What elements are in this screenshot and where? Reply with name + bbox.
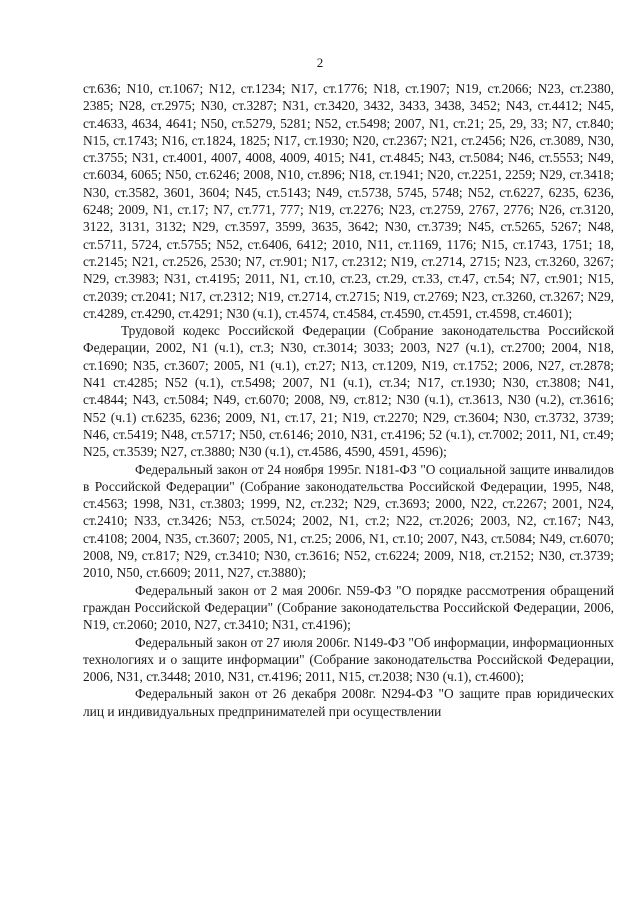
- paragraph-law-149: Федеральный закон от 27 июля 2006г. N149-ФЗ "Об информации, информационных технологиях и о защите информации" (Собрание законодательства Российской Федерации, 2006, N31, ст.3448; 2010, N31, ст.4196; 2011, N15, ст.2038; N30 (ч.1), ст.4600);: [83, 634, 614, 685]
- paragraph-law-59: Федеральный закон от 2 мая 2006г. N59-ФЗ "О порядке рассмотрения обращений граждан Российской Федерации" (Собрание законодательства Российской Федерации, 2006, N19, ст.2060; 2010, N27, ст.3410; N31, ст.4196);: [83, 582, 614, 633]
- paragraph-law-181: Федеральный закон от 24 ноября 1995г. N181-ФЗ "О социальной защите инвалидов в Российской Федерации" (Собрание законодательства Российской Федерации, 1995, N48, ст.4563; 1998, N31, ст.3803; 1999, N2, ст.232; N29, ст.3693; 2000, N22, ст.2267; 2001, N24, ст.2410; N33, ст.3426; N53, ст.5024; 2002, N1, ст.2; N22, ст.2026; 2003, N2, ст.167; N43, ст.4108; 2004, N35, ст.3607; 2005, N1, ст.25; 2006, N1, ст.10; 2007, N43, ст.5084; N49, ст.6070; 2008, N9, ст.817; N29, ст.3410; N30, ст.3616; N52, ст.6224; 2009, N18, ст.2152; N30, ст.3739; 2010, N50, ст.6609; 2011, N27, ст.3880);: [83, 461, 614, 581]
- document-body: [83, 80, 614, 720]
- paragraph-labor-code: Трудовой кодекс Российской Федерации (Собрание законодательства Российской Федерации, 2002, N1 (ч.1), ст.3; N30, ст.3014; 3033; 2003, N27 (ч.1), ст.2700; 2004, N18, ст.1690; N35, ст.3607; 2005, N1 (ч.1), ст.27; N13, ст.1209, N19, ст.1752; 2006, N27, ст.2878; N41 ст.4285; N52 (ч.1), ст.5498; 2007, N1 (ч.1), ст.34; N17, ст.1930; N30, ст.3808; N41, ст.4844; N43, ст.5084; N49, ст.6070; 2008, N9, ст.812; N30 (ч.1), ст.3613, N30 (ч.2), ст.3616; N52 (ч.1) ст.6235, 6236; 2009, N1, ст.17, 21; N19, ст.2270; N29, ст.3604; N30, ст.3732, 3739; N46, ст.5419; N48, ст.5717; N50, ст.6146; 2010, N31, ст.4196; 52 (ч.1), ст.7002; 2011, N1, ст.49; N25, ст.3539; N27, ст.3880; N30 (ч.1), ст.4586, 4590, 4591, 4596);: [83, 323, 614, 460]
- paragraph-law-294: Федеральный закон от 26 декабря 2008г. N294-ФЗ "О защите прав юридических лиц и индивидуальных предпринимателей при осуществлении: [83, 686, 614, 719]
- page-number: 2: [316, 55, 324, 70]
- paragraph-continuation: ст.636; N10, ст.1067; N12, ст.1234; N17, ст.1776; N18, ст.1907; N19, ст.2066; N23, ст.2380, 2385; N28, ст.2975; N30, ст.3287; N31, ст.3420, 3432, 3433, 3438, 3452; N43, ст.4412; N45, ст.4633, 4634, 4641; N50, ст.5279, 5281; N52, ст.5498; 2007, N1, ст.21; 25, 29, 33; N7, ст.840; N15, ст.1743; N16, ст.1824, 1825; N17, ст.1930; N20, ст.2367; N21, ст.2456; N26, ст.3089, N30, ст.3755; N31, ст.4001, 4007, 4008, 4009, 4015; N41, ст.4845; N43, ст.5084; N46, ст.5553; N49, ст.6034, 6065; N50, ст.6246; 2008, N10, ст.896; N18, ст.1941; N20, ст.2251, 2259; N29, ст.3418; N30, ст.3582, 3601, 3604; N45, ст.5143; N49, ст.5738, 5745, 5748; N52, ст.6227, 6235, 6236, 6248; 2009, N1, ст.17; N7, ст.771, 777; N19, ст.2276; N23, ст.2759, 2767, 2776; N26, ст.3120, 3122, 3131, 3132; N29, ст.3597, 3599, 3635, 3642; N30, ст.3739; N45, ст.5265, 5267; N48, ст.5711, 5724, ст.5755; N52, ст.6406, 6412; 2010, N11, ст.1169, 1176; N15, ст.1743, 1751; 18, ст.2145; N21, ст.2526, 2530; N7, ст.901; N17, ст.2312; N19, ст.2714, 2715; N23, ст.3260, 3267; N29, ст.3983; N31, ст.4195; 2011, N1, ст.10, ст.23, ст.29, ст.33, ст.47, ст.54; N7, ст.901; N15, ст.2039; ст.2041; N17, ст.2312; N19, ст.2714, ст.2715; N19, ст.2769; N23, ст.3260, ст.3267; N29, ст.4289, ст.4290, ст.4291; N30 (ч.1), ст.4574, ст.4584, ст.4590, ст.4591, ст.4598, ст.4601);: [83, 81, 614, 321]
